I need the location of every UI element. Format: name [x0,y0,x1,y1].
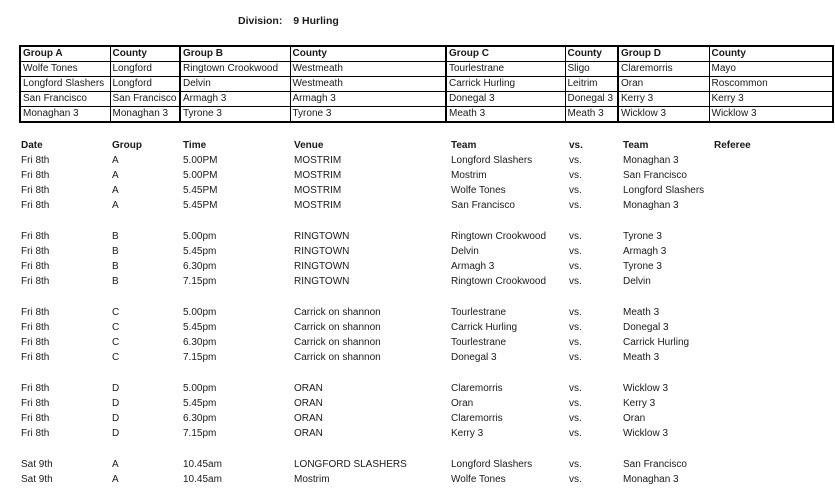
fixture-team: Kerry 3 [451,428,484,439]
groups-cell: Longford [110,77,180,92]
fixture-group: B [112,261,119,272]
fixture-group: D [112,383,120,394]
fixture-time: 5.00pm [183,231,217,242]
fixture-venue: ORAN [294,428,323,439]
fixture-team2: Monaghan 3 [623,155,679,166]
fixture-venue: Carrick on shannon [294,337,381,348]
fixture-date: Fri 8th [21,307,50,318]
groups-cell: Armagh 3 [290,92,446,107]
fixture-group: A [112,170,119,181]
groups-cell: Sligo [565,62,618,77]
fixture-venue: ORAN [294,383,323,394]
groups-cell: Tyrone 3 [180,107,290,123]
fixture-team2: Meath 3 [623,352,660,363]
fixture-vs: vs. [569,155,582,166]
fixture-venue: RINGTOWN [294,261,350,272]
fixture-team2: Wicklow 3 [623,428,669,439]
fixture-group: C [112,322,120,333]
fixture-date: Fri 8th [21,276,50,287]
fixture-venue: RINGTOWN [294,246,350,257]
groups-cell: Mayo [709,62,833,77]
fixture-venue: RINGTOWN [294,231,350,242]
fixture-vs: vs. [569,413,582,424]
fixture-team2: Armagh 3 [623,246,667,257]
fixture-group: A [112,459,119,470]
fixture-team2: Carrick Hurling [623,337,690,348]
fixture-time: 7.15pm [183,276,217,287]
fixture-team: San Francisco [451,200,515,211]
fixture-venue: Mostrim [294,474,330,485]
groups-cell: Leitrim [565,77,618,92]
fixture-venue: Carrick on shannon [294,352,381,363]
fixture-row [0,320,835,335]
groups-table [19,45,834,123]
fixture-team2: Meath 3 [623,307,660,318]
fixture-time: 5.00PM [183,170,218,181]
fixture-date: Fri 8th [21,200,50,211]
fixture-venue: Carrick on shannon [294,307,381,318]
groups-cell: Tyrone 3 [290,107,446,123]
fixture-time: 10.45am [183,459,222,470]
groups-row [20,92,833,107]
fixture-vs: vs. [569,322,582,333]
groups-cell: Wicklow 3 [709,107,833,123]
groups-cell: Monaghan 3 [20,107,110,123]
fixture-vs: vs. [569,246,582,257]
groups-cell: Meath 3 [565,107,618,123]
fixture-venue: Carrick on shannon [294,322,381,333]
fixture-time: 5.00PM [183,155,218,166]
groups-cell: Longford [110,62,180,77]
groups-cell: Carrick Hurling [446,77,565,92]
header-referee: Referee [714,140,751,151]
fixture-time: 10.45am [183,474,222,485]
fixture-time: 5.00pm [183,307,217,318]
fixture-vs: vs. [569,170,582,181]
groups-cell: County [709,46,833,62]
fixture-date: Sat 9th [21,459,53,470]
fixture-team2: Tyrone 3 [623,231,662,242]
groups-cell: Wicklow 3 [618,107,709,123]
header-group: Group [112,140,142,151]
groups-cell: Group B [180,46,290,62]
header-date: Date [21,140,43,151]
fixture-group: D [112,428,120,439]
fixture-team2: Wicklow 3 [623,383,669,394]
groups-cell: Westmeath [290,77,446,92]
fixture-venue: LONGFORD SLASHERS [294,459,407,470]
fixture-row [0,244,835,259]
fixture-date: Fri 8th [21,428,50,439]
fixture-vs: vs. [569,352,582,363]
groups-cell: San Francisco [110,92,180,107]
fixture-team: Donegal 3 [451,352,497,363]
groups-cell: Tourlestrane [446,62,565,77]
fixture-venue: MOSTRIM [294,185,342,196]
groups-cell: Claremorris [618,62,709,77]
fixture-team2: San Francisco [623,170,687,181]
fixture-date: Fri 8th [21,261,50,272]
fixture-row [0,457,835,472]
fixture-vs: vs. [569,185,582,196]
header-team2: Team [623,140,649,151]
groups-cell: Delvin [180,77,290,92]
groups-row [20,62,833,77]
groups-cell: Donegal 3 [565,92,618,107]
fixture-vs: vs. [569,200,582,211]
groups-cell: County [290,46,446,62]
fixture-team: Ringtown Crookwood [451,231,547,242]
fixture-row [0,350,835,365]
fixture-row [0,411,835,426]
fixture-group: B [112,231,119,242]
fixture-team: Ringtown Crookwood [451,276,547,287]
groups-cell: Armagh 3 [180,92,290,107]
fixture-date: Fri 8th [21,155,50,166]
fixture-row [0,168,835,183]
fixture-time: 5.45pm [183,398,217,409]
fixture-date: Fri 8th [21,413,50,424]
groups-cell: Wolfe Tones [20,62,110,77]
fixture-row [0,305,835,320]
fixture-date: Fri 8th [21,383,50,394]
groups-cell: Kerry 3 [709,92,833,107]
fixture-row [0,335,835,350]
division-title [238,15,339,27]
fixture-team2: Oran [623,413,646,424]
groups-cell: Kerry 3 [618,92,709,107]
fixture-date: Fri 8th [21,322,50,333]
groups-cell: Longford Slashers [20,77,110,92]
groups-row [20,77,833,92]
groups-cell: Group D [618,46,709,62]
fixture-group: D [112,413,120,424]
fixture-team: Claremorris [451,413,503,424]
fixture-team: Wolfe Tones [451,185,506,196]
fixture-team: Armagh 3 [451,261,495,272]
fixture-group: A [112,474,119,485]
fixture-time: 7.15pm [183,428,217,439]
groups-cell: Oran [618,77,709,92]
fixture-vs: vs. [569,398,582,409]
groups-cell: Westmeath [290,62,446,77]
fixture-venue: MOSTRIM [294,170,342,181]
groups-cell: Group C [446,46,565,62]
fixture-vs: vs. [569,276,582,287]
fixture-venue: ORAN [294,413,323,424]
fixture-date: Fri 8th [21,352,50,363]
header-team: Team [451,140,477,151]
fixture-row [0,259,835,274]
fixture-team: Claremorris [451,383,503,394]
fixture-team: Tourlestrane [451,307,507,318]
fixture-group: A [112,185,119,196]
fixture-team2: Kerry 3 [623,398,656,409]
fixture-group: B [112,246,119,257]
fixture-time: 5.45PM [183,200,218,211]
fixture-vs: vs. [569,337,582,348]
fixture-venue: RINGTOWN [294,276,350,287]
fixture-vs: vs. [569,383,582,394]
header-venue: Venue [294,140,324,151]
fixture-team: Longford Slashers [451,155,533,166]
header-time: Time [183,140,207,151]
fixture-row [0,153,835,168]
fixture-vs: vs. [569,231,582,242]
fixture-group: C [112,352,120,363]
fixture-date: Sat 9th [21,474,53,485]
fixture-date: Fri 8th [21,231,50,242]
fixture-group: A [112,155,119,166]
fixtures-header [0,138,835,153]
fixture-team2: Monaghan 3 [623,474,679,485]
fixture-date: Fri 8th [21,246,50,257]
fixture-time: 6.30pm [183,413,217,424]
fixture-date: Fri 8th [21,170,50,181]
fixture-group: A [112,200,119,211]
groups-cell: San Francisco [20,92,110,107]
fixture-time: 5.45PM [183,185,218,196]
fixture-row [0,198,835,213]
fixture-row [0,183,835,198]
fixture-group: C [112,307,120,318]
fixture-team: Wolfe Tones [451,474,506,485]
groups-row [20,107,833,123]
fixture-time: 5.45pm [183,246,217,257]
fixture-team: Delvin [451,246,479,257]
fixture-row [0,396,835,411]
fixture-date: Fri 8th [21,185,50,196]
fixture-venue: ORAN [294,398,323,409]
fixture-team: Oran [451,398,474,409]
fixture-team2: Monaghan 3 [623,200,679,211]
groups-cell: Monaghan 3 [110,107,180,123]
groups-cell: Group A [20,46,110,62]
groups-cell: Meath 3 [446,107,565,123]
fixture-team2: San Francisco [623,459,687,470]
groups-header-row [20,46,833,62]
groups-cell: Ringtown Crookwood [180,62,290,77]
fixture-group: D [112,398,120,409]
fixture-time: 7.15pm [183,352,217,363]
fixture-row [0,472,835,487]
fixture-time: 6.30pm [183,337,217,348]
division-label: Division: [238,15,283,27]
fixture-row [0,274,835,289]
division-value: 9 Hurling [293,15,339,27]
fixture-row [0,381,835,396]
fixture-venue: MOSTRIM [294,155,342,166]
groups-cell: Roscommon [709,77,833,92]
fixture-vs: vs. [569,428,582,439]
fixture-venue: MOSTRIM [294,200,342,211]
fixture-team: Carrick Hurling [451,322,518,333]
fixture-time: 5.00pm [183,383,217,394]
fixture-row [0,426,835,441]
fixture-group: B [112,276,119,287]
fixture-time: 5.45pm [183,322,217,333]
fixture-team: Mostrim [451,170,487,181]
fixture-team2: Tyrone 3 [623,261,662,272]
fixture-team2: Longford Slashers [623,185,705,196]
fixture-vs: vs. [569,474,582,485]
fixture-time: 6.30pm [183,261,217,272]
groups-cell: County [110,46,180,62]
fixture-date: Fri 8th [21,398,50,409]
fixture-team: Tourlestrane [451,337,507,348]
header-vs: vs. [569,140,583,151]
fixture-group: C [112,337,120,348]
groups-cell: Donegal 3 [446,92,565,107]
fixture-date: Fri 8th [21,337,50,348]
groups-cell: County [565,46,618,62]
fixture-vs: vs. [569,261,582,272]
fixture-team: Longford Slashers [451,459,533,470]
fixture-vs: vs. [569,459,582,470]
fixture-row [0,229,835,244]
fixture-team2: Donegal 3 [623,322,669,333]
fixture-team2: Delvin [623,276,651,287]
fixture-vs: vs. [569,307,582,318]
